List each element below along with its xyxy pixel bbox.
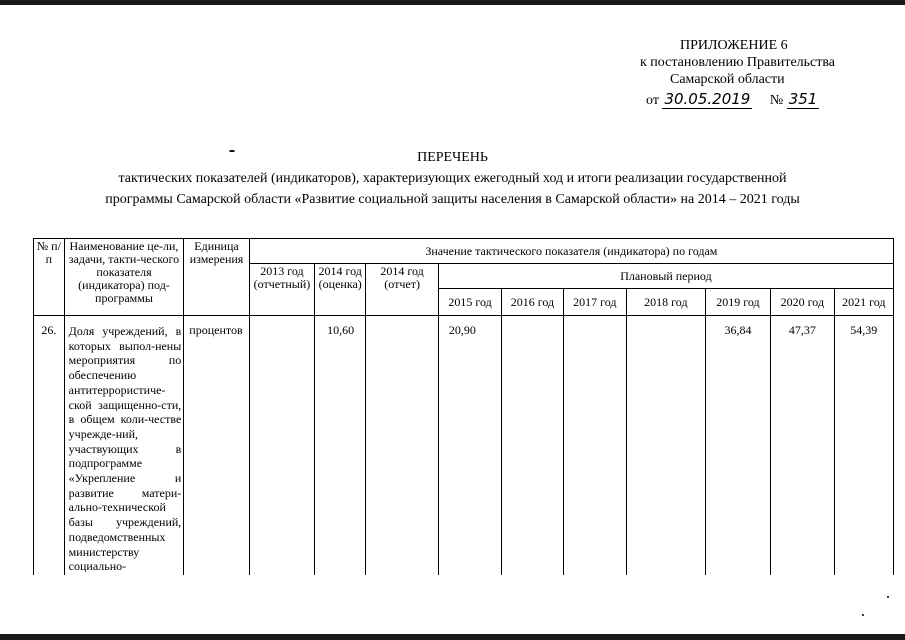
scan-edge-top xyxy=(0,0,905,5)
header-2018: 2018 год xyxy=(627,289,706,316)
value-2018 xyxy=(627,316,706,575)
value-2020: 47,37 xyxy=(771,316,834,575)
header-2017: 2017 год xyxy=(563,289,626,316)
appendix-date-line xyxy=(646,91,819,109)
appendix-region-line: Самарской области xyxy=(670,72,785,87)
scan-edge-bottom xyxy=(0,634,905,640)
header-2016: 2016 год xyxy=(502,289,563,316)
value-2014-report xyxy=(366,316,439,575)
value-2017 xyxy=(563,316,626,575)
value-2014-estimate: 10,60 xyxy=(315,316,366,575)
date-prefix: от xyxy=(646,93,659,108)
header-2020: 2020 год xyxy=(771,289,834,316)
handwritten-date: 30.05.2019 xyxy=(664,90,751,108)
scan-speck xyxy=(229,150,235,152)
header-2014-estimate: 2014 год (оценка) xyxy=(315,264,366,316)
indicators-table xyxy=(33,238,894,575)
scan-speck xyxy=(862,614,864,616)
number-prefix: № xyxy=(769,93,784,108)
header-2013: 2013 год (отчетный) xyxy=(249,264,314,316)
header-unit: Единица измерения xyxy=(184,239,249,316)
value-2015: 20,90 xyxy=(438,316,501,575)
document-heading: ПЕРЕЧЕНЬ xyxy=(417,150,488,165)
appendix-title: ПРИЛОЖЕНИЕ 6 xyxy=(680,38,788,53)
scan-speck xyxy=(887,596,889,598)
header-name: Наименование це-ли, задачи, такти-ческого показателя (индикатора) под-программы xyxy=(64,239,184,316)
value-2021: 54,39 xyxy=(834,316,893,575)
value-2016 xyxy=(502,316,563,575)
header-2015: 2015 год xyxy=(438,289,501,316)
handwritten-number: 351 xyxy=(788,90,818,108)
header-row-1 xyxy=(34,239,894,264)
document-subtitle-line-1: тактических показателей (индикаторов), характеризующих ежегодный ход и итоги реализации государственной xyxy=(118,171,787,186)
header-2014-report: 2014 год (отчет) xyxy=(366,264,439,316)
value-2019: 36,84 xyxy=(705,316,770,575)
row-num: 26. xyxy=(34,316,65,575)
row-name: Доля учреждений, в которых выпол-нены мероприятия по обеспечению антитеррористиче-ской защищенно-сти, в общем коли-честве учрежде-ний, участвующих в подпрограмме «Укрепление и развитие матери-ально-технической базы учреждений, подведомственных министерству социально- xyxy=(64,316,184,575)
header-values-group: Значение тактического показателя (индикатора) по годам xyxy=(249,239,893,264)
value-2013 xyxy=(249,316,314,575)
header-2019: 2019 год xyxy=(705,289,770,316)
header-2021: 2021 год xyxy=(834,289,893,316)
header-num: № п/п xyxy=(34,239,65,316)
document-subtitle-line-2: программы Самарской области «Развитие социальной защиты населения в Самарской области» на 2014 – 2021 годы xyxy=(105,192,800,207)
header-planned-group: Плановый период xyxy=(438,264,893,289)
table-row xyxy=(34,316,894,575)
appendix-decree-line: к постановлению Правительства xyxy=(640,55,836,70)
row-unit: процентов xyxy=(184,316,249,575)
